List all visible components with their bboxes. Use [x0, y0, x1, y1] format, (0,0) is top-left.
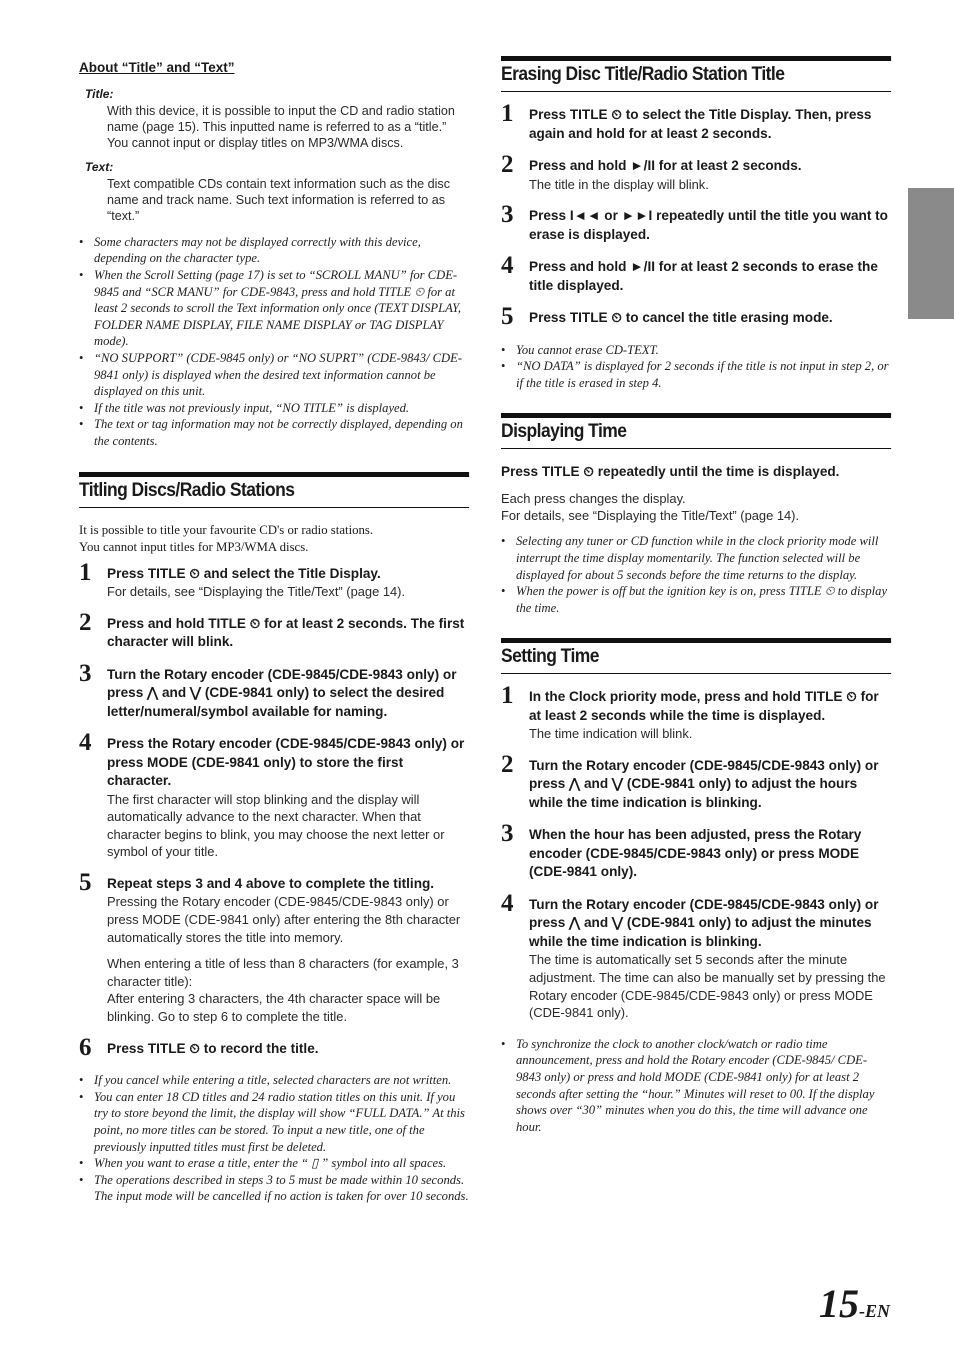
titling-step [79, 1033, 469, 1061]
step-number: 3 [79, 659, 92, 687]
erasing-step [501, 303, 891, 331]
step-title: Press the Rotary encoder (CDE-9845/CDE-9843 only) or press MODE (CDE-9841 only) to store the first character. [107, 736, 465, 789]
step-title: When the hour has been adjusted, press the Rotary encoder (CDE-9845/CDE-9843 only) or press MODE (CDE-9841 only). [529, 827, 862, 880]
displaying-notes [501, 533, 891, 616]
step-title: Turn the Rotary encoder (CDE-9845/CDE-9843 only) or press ⋀ and ⋁ (CDE-9841 only) to adjust the minutes while the time indication is blinking. [529, 896, 879, 949]
displaying-instruction: Press TITLE ⏲ repeatedly until the time is displayed. [501, 464, 840, 480]
note-item: • You cannot erase CD-TEXT. [501, 342, 891, 359]
erasing-section-header [501, 56, 891, 92]
step-number: 4 [501, 889, 514, 917]
erasing-step [501, 252, 891, 295]
page-number-suffix: -EN [859, 1301, 890, 1321]
title-label: Title: [85, 87, 114, 101]
step-number: 3 [501, 820, 514, 848]
intro-line: It is possible to title your favourite CD's or radio stations. [79, 522, 374, 537]
titling-step [79, 868, 469, 1026]
setting-step [501, 750, 891, 813]
step-title: Press TITLE ⏲ to select the Title Display. Then, press again and hold for at least 2 seconds. [529, 107, 872, 141]
titling-section-header [79, 472, 469, 508]
displaying-body [501, 490, 891, 524]
step-number: 1 [501, 100, 514, 127]
intro-line: You cannot input titles for MP3/WMA discs. [79, 540, 309, 554]
body-line: For details, see “Displaying the Title/Text” (page 14). [501, 508, 800, 524]
note-item: • Selecting any tuner or CD function while in the clock priority mode will interrupt the time display momentarily. The function selected will be displayed for about 5 seconds before the time returns to the display. [501, 533, 891, 583]
note-item: • When you want to erase a title, enter the “ ▯ ” symbol into all spaces. [79, 1155, 469, 1172]
title-line: With this device, it is possible to input the CD and radio station name (page 15). This inputted name is referred to as a “title.” [107, 104, 455, 134]
step-number: 3 [501, 201, 514, 229]
erasing-notes [501, 342, 891, 392]
step-number: 4 [501, 252, 514, 280]
title-line: You cannot input or display titles on MP3/WMA discs. [107, 135, 404, 150]
setting-section-header [501, 638, 891, 674]
note-item: • When the power is off but the ignition key is on, press TITLE ⏲ to display the time. [501, 583, 891, 616]
titling-heading: Titling Discs/Radio Stations [79, 472, 469, 508]
step-title: Press TITLE ⏲ to cancel the title erasing mode. [529, 310, 833, 326]
step-title: Press TITLE ⏲ to record the title. [107, 1040, 319, 1056]
step-title: Press and hold ►/II for at least 2 seconds to erase the title displayed. [529, 259, 878, 293]
step-title: Repeat steps 3 and 4 above to complete the titling. [107, 875, 435, 891]
step-body: The first character will stop blinking and the display will automatically advance to the next character. When that character begins to blink, you may choose the next letter or symbol of your title. [107, 791, 445, 860]
step-number: 6 [79, 1033, 92, 1061]
note-item: • The operations described in steps 3 to 5 must be made within 10 seconds. The input mode will be cancelled if no action is taken for over 10 seconds. [79, 1172, 469, 1205]
setting-heading: Setting Time [501, 638, 891, 674]
text-label: Text: [85, 160, 114, 175]
erasing-heading: Erasing Disc Title/Radio Station Title [501, 56, 891, 92]
step-title: Press TITLE ⏲ and select the Title Display. [107, 565, 381, 581]
setting-step [501, 820, 891, 882]
note-item: • Some characters may not be displayed correctly with this device, depending on the character type. [79, 234, 469, 267]
erasing-step [501, 151, 891, 193]
step-title: Press and hold ►/II for at least 2 seconds. [529, 158, 802, 173]
text-line: Text compatible CDs contain text information such as the disc name and track name. Such text information is referred to as “text.” [107, 177, 450, 223]
about-title-text-heading: About “Title” and “Text” [79, 60, 235, 75]
erasing-step [501, 100, 891, 143]
setting-step [501, 889, 891, 1022]
note-item: • The text or tag information may not be correctly displayed, depending on the contents. [79, 416, 469, 449]
titling-notes [79, 1072, 469, 1205]
step-number: 2 [501, 151, 514, 178]
step-title: Turn the Rotary encoder (CDE-9845/CDE-9843 only) or press ⋀ and ⋁ (CDE-9841 only) to adjust the hours while the time indication is blinking. [529, 757, 879, 810]
step-number: 5 [79, 868, 92, 896]
note-item: • “NO DATA” is displayed for 2 seconds if the title is not input in step 2, or if the title is erased in step 4. [501, 358, 891, 391]
body-line: Each press changes the display. [501, 491, 686, 507]
step-number: 5 [501, 303, 514, 331]
step-body: For details, see “Displaying the Title/Text” (page 14). [107, 584, 406, 599]
step-title: Press and hold TITLE ⏲ for at least 2 seconds. The first character will blink. [107, 615, 465, 650]
step-title: Press I◄◄ or ►►I repeatedly until the title you want to erase is displayed. [529, 208, 888, 242]
note-item: • When the Scroll Setting (page 17) is set to “SCROLL MANU” for CDE-9845 and “SCR MANU” for CDE-9843, press and hold TITLE ⏲ for at least 2 seconds to scroll the Text information only once (TEXT DISPLAY, FOLDER NAME DISPLAY, FILE NAME DISPLAY or TAG DISPLAY mode). [79, 267, 469, 350]
step-number: 2 [501, 750, 514, 778]
note-item: • “NO SUPPORT” (CDE-9845 only) or “NO SUPRT” (CDE-9843/ CDE-9841 only) is displayed when the desired text information cannot be displayed on this unit. [79, 350, 469, 400]
note-item: • You can enter 18 CD titles and 24 radio station titles on this unit. If you try to store beyond the limit, the display will show “FULL DATA.” At this point, no more titles can be stored. To input a new title, one of the previously inputted titles must first be deleted. [79, 1089, 469, 1155]
setting-notes [501, 1036, 891, 1136]
note-item: • To synchronize the clock to another clock/watch or radio time announcement, press and hold the Rotary encoder (CDE-9845/ CDE-9843 only) or press and hold MODE (CDE-9841 only) for at least 2 seconds after setting the “hour.” Minutes will reset to 00. If the display shows over “30” minutes when you do this, the time will advance one hour. [501, 1036, 891, 1136]
displaying-section-header [501, 413, 891, 449]
step-number: 2 [79, 608, 92, 636]
titling-intro [79, 522, 469, 557]
text-description [107, 177, 469, 224]
step-body: When entering a title of less than 8 characters (for example, 3 character title): [107, 956, 459, 989]
step-body: After entering 3 characters, the 4th character space will be blinking. Go to step 6 to complete the title. [107, 991, 441, 1025]
about-notes [79, 234, 469, 450]
titling-step [79, 729, 469, 861]
step-number: 1 [79, 558, 92, 586]
titling-step [79, 558, 469, 601]
step-body: The time indication will blink. [529, 726, 693, 742]
page-number [819, 1280, 890, 1327]
page-number-value: 15 [819, 1281, 859, 1326]
erasing-step [501, 201, 891, 244]
title-description [107, 104, 469, 151]
step-number: 4 [79, 729, 92, 757]
titling-step [79, 608, 469, 652]
step-title: Turn the Rotary encoder (CDE-9845/CDE-9843 only) or press ⋀ and ⋁ (CDE-9841 only) to select the desired letter/numeral/symbol available for naming. [107, 666, 457, 719]
step-body: The time is automatically set 5 seconds after the minute adjustment. The time can also be manually set by pressing the Rotary encoder (CDE-9845/CDE-9843 only) or press MODE (CDE-9841 only). [529, 952, 886, 1021]
step-number: 1 [501, 682, 514, 710]
titling-step [79, 659, 469, 722]
note-item: • If the title was not previously input, “NO TITLE” is displayed. [79, 400, 469, 417]
step-title: In the Clock priority mode, press and hold TITLE ⏲ for at least 2 seconds while the time is displayed. [529, 689, 879, 723]
note-item: • If you cancel while entering a title, selected characters are not written. [79, 1072, 469, 1089]
left-column [79, 56, 469, 1205]
step-body: Pressing the Rotary encoder (CDE-9845/CDE-9843 only) or press MODE (CDE-9841 only) after entering the 8th character automatically stores the title into memory. [107, 894, 461, 945]
displaying-heading: Displaying Time [501, 413, 891, 449]
setting-step [501, 682, 891, 743]
side-tab-marker [908, 188, 954, 319]
step-body: The title in the display will blink. [529, 176, 709, 192]
right-column [501, 56, 891, 1135]
